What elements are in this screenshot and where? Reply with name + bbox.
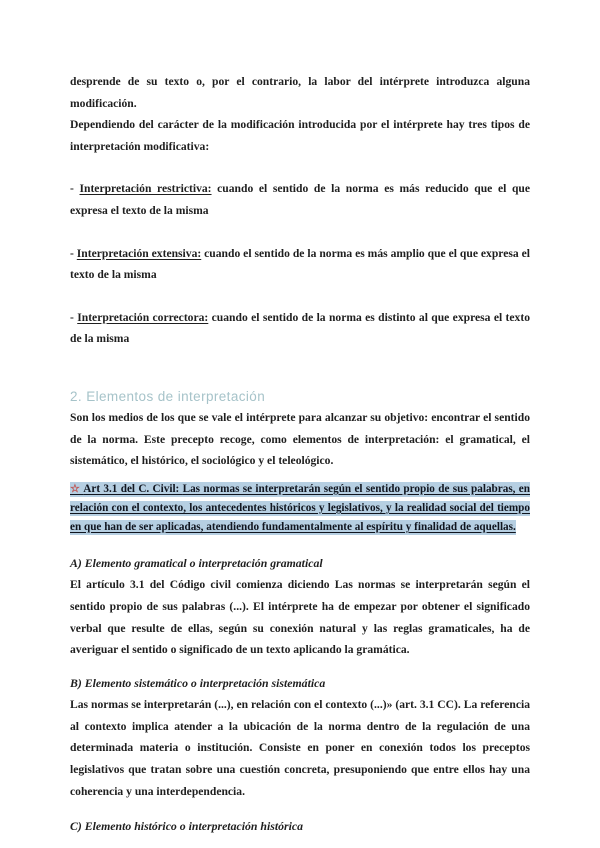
bullet-text: cuando el sentido de la norma es más amplio que el que expresa el texto de la misma (70, 246, 530, 282)
intro-paragraph-1: desprende de su texto o, por el contrario, la labor del intérprete introduzca alguna modificación. (70, 75, 530, 110)
subsection-heading-b: B) Elemento sistemático o interpretación sistemática (70, 675, 326, 690)
intro-paragraph-2: Dependiendo del carácter de la modificación introducida por el intérprete hay tres tipos de interpretación modificativa: (70, 118, 530, 153)
bullet-text: cuando el sentido de la norma es más reducido que el que expresa el texto de la misma (70, 182, 530, 217)
bullet-interpretacion-restrictiva (70, 178, 530, 221)
bullet-dash: - (70, 182, 80, 196)
bullet-dash: - (70, 310, 78, 324)
highlighted-text (70, 482, 530, 535)
star-icon: ☆ (70, 482, 84, 495)
bullet-text: cuando el sentido de la norma es distinto al que expresa el texto de la misma (70, 310, 531, 346)
subsection-body-a: El artículo 3.1 del Código civil comienza diciendo Las normas se interpretarán según el sentido propio de sus palabras (...). El intérprete ha de empezar por obtener el significado verbal que resulte de ellas, según su conexión natural y las reglas gramaticales, ha de averiguar el sentido o significado de un texto aplicando la gramática. (70, 578, 530, 657)
highlighted-note-art-3-1-codigo-civil (70, 480, 530, 537)
bullet-interpretacion-correctora (70, 307, 530, 350)
note-text: Las normas se interpretarán según el sentido propio de sus palabras, en relación con el contexto, los antecedentes históricos y legislativos, y la realidad social del tiempo en que han de ser aplicadas, atendiendo fundamentalmente al espíritu y finalidad de aquellas. (70, 482, 530, 533)
note-label: Art 3.1 del C. Civil: (83, 482, 183, 495)
bullet-interpretacion-extensiva (70, 243, 530, 286)
subsection-heading-c: C) Elemento histórico o interpretación histórica (70, 819, 304, 834)
bullet-term: Interpretación extensiva: (76, 246, 202, 260)
section-intro-paragraph: Son los medios de los que se vale el intérprete para alcanzar su objetivo: encontrar el sentido de la norma. Este precepto recoge, como elementos de interpretación: el gramatical, el sistemático, el histórico, el sociológico y el teleológico. (70, 410, 530, 468)
bullet-dash: - (70, 246, 77, 260)
bullet-term: Interpretación restrictiva: (79, 182, 212, 196)
bullet-term: Interpretación correctora: (77, 310, 209, 324)
subsection-body-b: Las normas se interpretarán (...), en relación con el contexto (...)» (art. 3.1 CC). La referencia al contexto implica atender a la ubicación de la norma dentro de la regulación de una determinada materia o institución. Consiste en poner en conexión todos los preceptos legislativos que tratan sobre una cuestión concreta, presuponiendo que entre ellos hay una coherencia y una interdependencia. (70, 698, 530, 798)
subsection-heading-a: A) Elemento gramatical o interpretación gramatical (70, 555, 323, 570)
section-heading-elementos-de-interpretacion: 2. Elementos de interpretación (70, 388, 266, 404)
